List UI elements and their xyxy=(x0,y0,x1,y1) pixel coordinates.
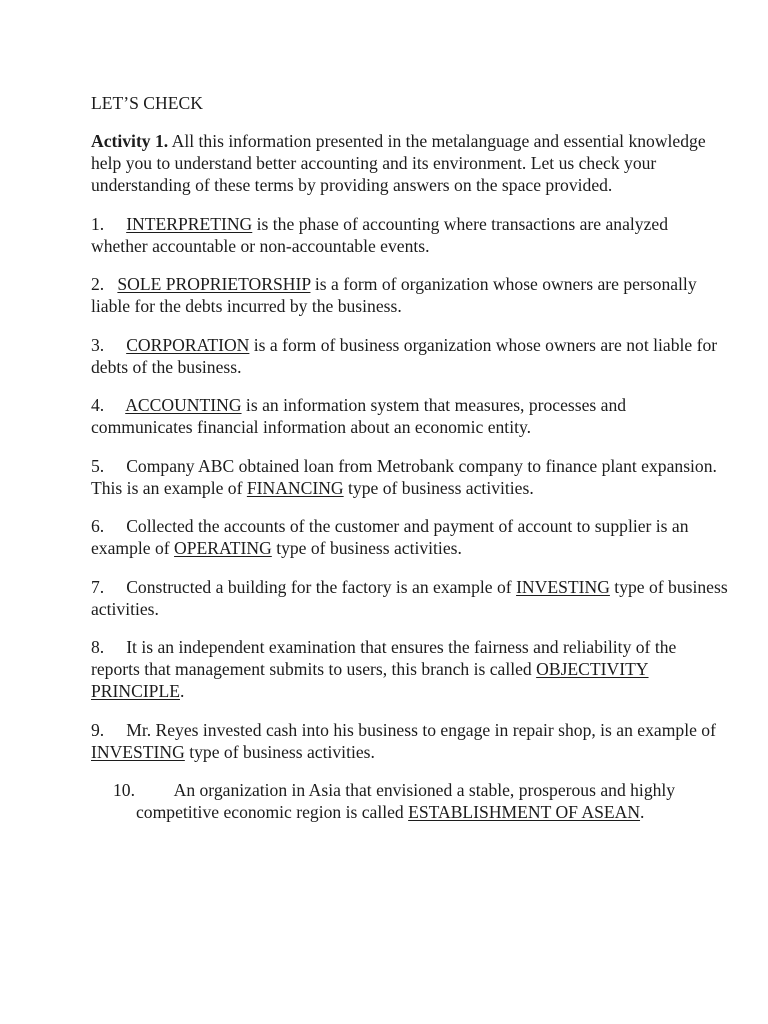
question-item-6 xyxy=(91,515,728,559)
item-number: 6. xyxy=(91,516,127,536)
question-item-8 xyxy=(91,636,728,702)
item-answer: INVESTING xyxy=(516,576,610,597)
item-text-before: Collected the accounts of the customer and payment of account to supplier is an example of xyxy=(91,516,689,558)
question-item-3 xyxy=(91,334,728,378)
question-item-9 xyxy=(91,719,728,763)
item-text-before: Company ABC obtained loan from Metrobank company to finance plant expansion. This is an example of xyxy=(91,455,717,498)
item-text-after: is the phase of accounting where transactions are analyzed whether accountable or non-accountable events. xyxy=(91,213,668,256)
item-text-after: type of business activities. xyxy=(343,477,534,498)
item-text-after: type of business activities. xyxy=(184,741,375,762)
item-answer: CORPORATION xyxy=(126,334,250,355)
item-number: 5. xyxy=(91,455,127,476)
item-answer: FINANCING xyxy=(246,477,344,498)
item-answer: OBJECTIVITY PRINCIPLE xyxy=(91,659,649,701)
item-answer: SOLE PROPRIETORSHIP xyxy=(117,274,311,294)
activity-intro xyxy=(91,130,728,196)
question-item-10 xyxy=(91,779,728,823)
item-text-after: type of business activities. xyxy=(91,576,728,619)
item-answer: ESTABLISHMENT OF ASEAN xyxy=(408,802,641,822)
item-text-after: . xyxy=(179,681,185,701)
item-text-after: is a form of business organization whose owners are not liable for debts of the business. xyxy=(91,334,718,377)
item-answer: ACCOUNTING xyxy=(125,395,242,415)
item-number: 8. xyxy=(91,637,127,657)
item-number: 2. xyxy=(91,274,118,294)
item-text-after: type of business activities. xyxy=(271,538,462,558)
item-text-before: It is an independent examination that ensures the fairness and reliability of the reports that management submits to users, this branch is called xyxy=(91,637,677,679)
question-item-1 xyxy=(91,213,728,257)
item-number: 4. xyxy=(91,395,126,415)
page-heading: LET’S CHECK xyxy=(91,93,203,113)
item-text-before: Constructed a building for the factory is an example of xyxy=(126,576,517,597)
item-text-after: . xyxy=(640,802,645,822)
item-number: 7. xyxy=(91,576,127,597)
item-answer: OPERATING xyxy=(174,538,272,558)
item-number: 9. xyxy=(91,719,127,740)
item-answer: INTERPRETING xyxy=(126,213,253,234)
question-item-4 xyxy=(91,394,728,438)
item-number: 3. xyxy=(91,334,127,355)
question-item-7 xyxy=(91,576,728,620)
question-item-2 xyxy=(91,273,728,317)
item-number: 10. xyxy=(113,780,174,800)
question-item-5 xyxy=(91,455,728,499)
item-text-before: An organization in Asia that envisioned a stable, prosperous and highly competitive economic region is called xyxy=(136,780,676,822)
activity-label: Activity 1. xyxy=(91,131,169,151)
item-text-after: is a form of organization whose owners are personally liable for the debts incurred by the business. xyxy=(91,274,697,316)
item-text-before: Mr. Reyes invested cash into his business to engage in repair shop, is an example of xyxy=(126,719,716,740)
item-number: 1. xyxy=(91,213,127,234)
item-answer: INVESTING xyxy=(91,741,185,762)
item-text-after: is an information system that measures, processes and communicates financial information about an economic entity. xyxy=(91,395,627,437)
activity-text: All this information presented in the metalanguage and essential knowledge help you to understand better accounting and its environment. Let us check your understanding of these terms by providing answers on the space provided. xyxy=(91,131,706,195)
